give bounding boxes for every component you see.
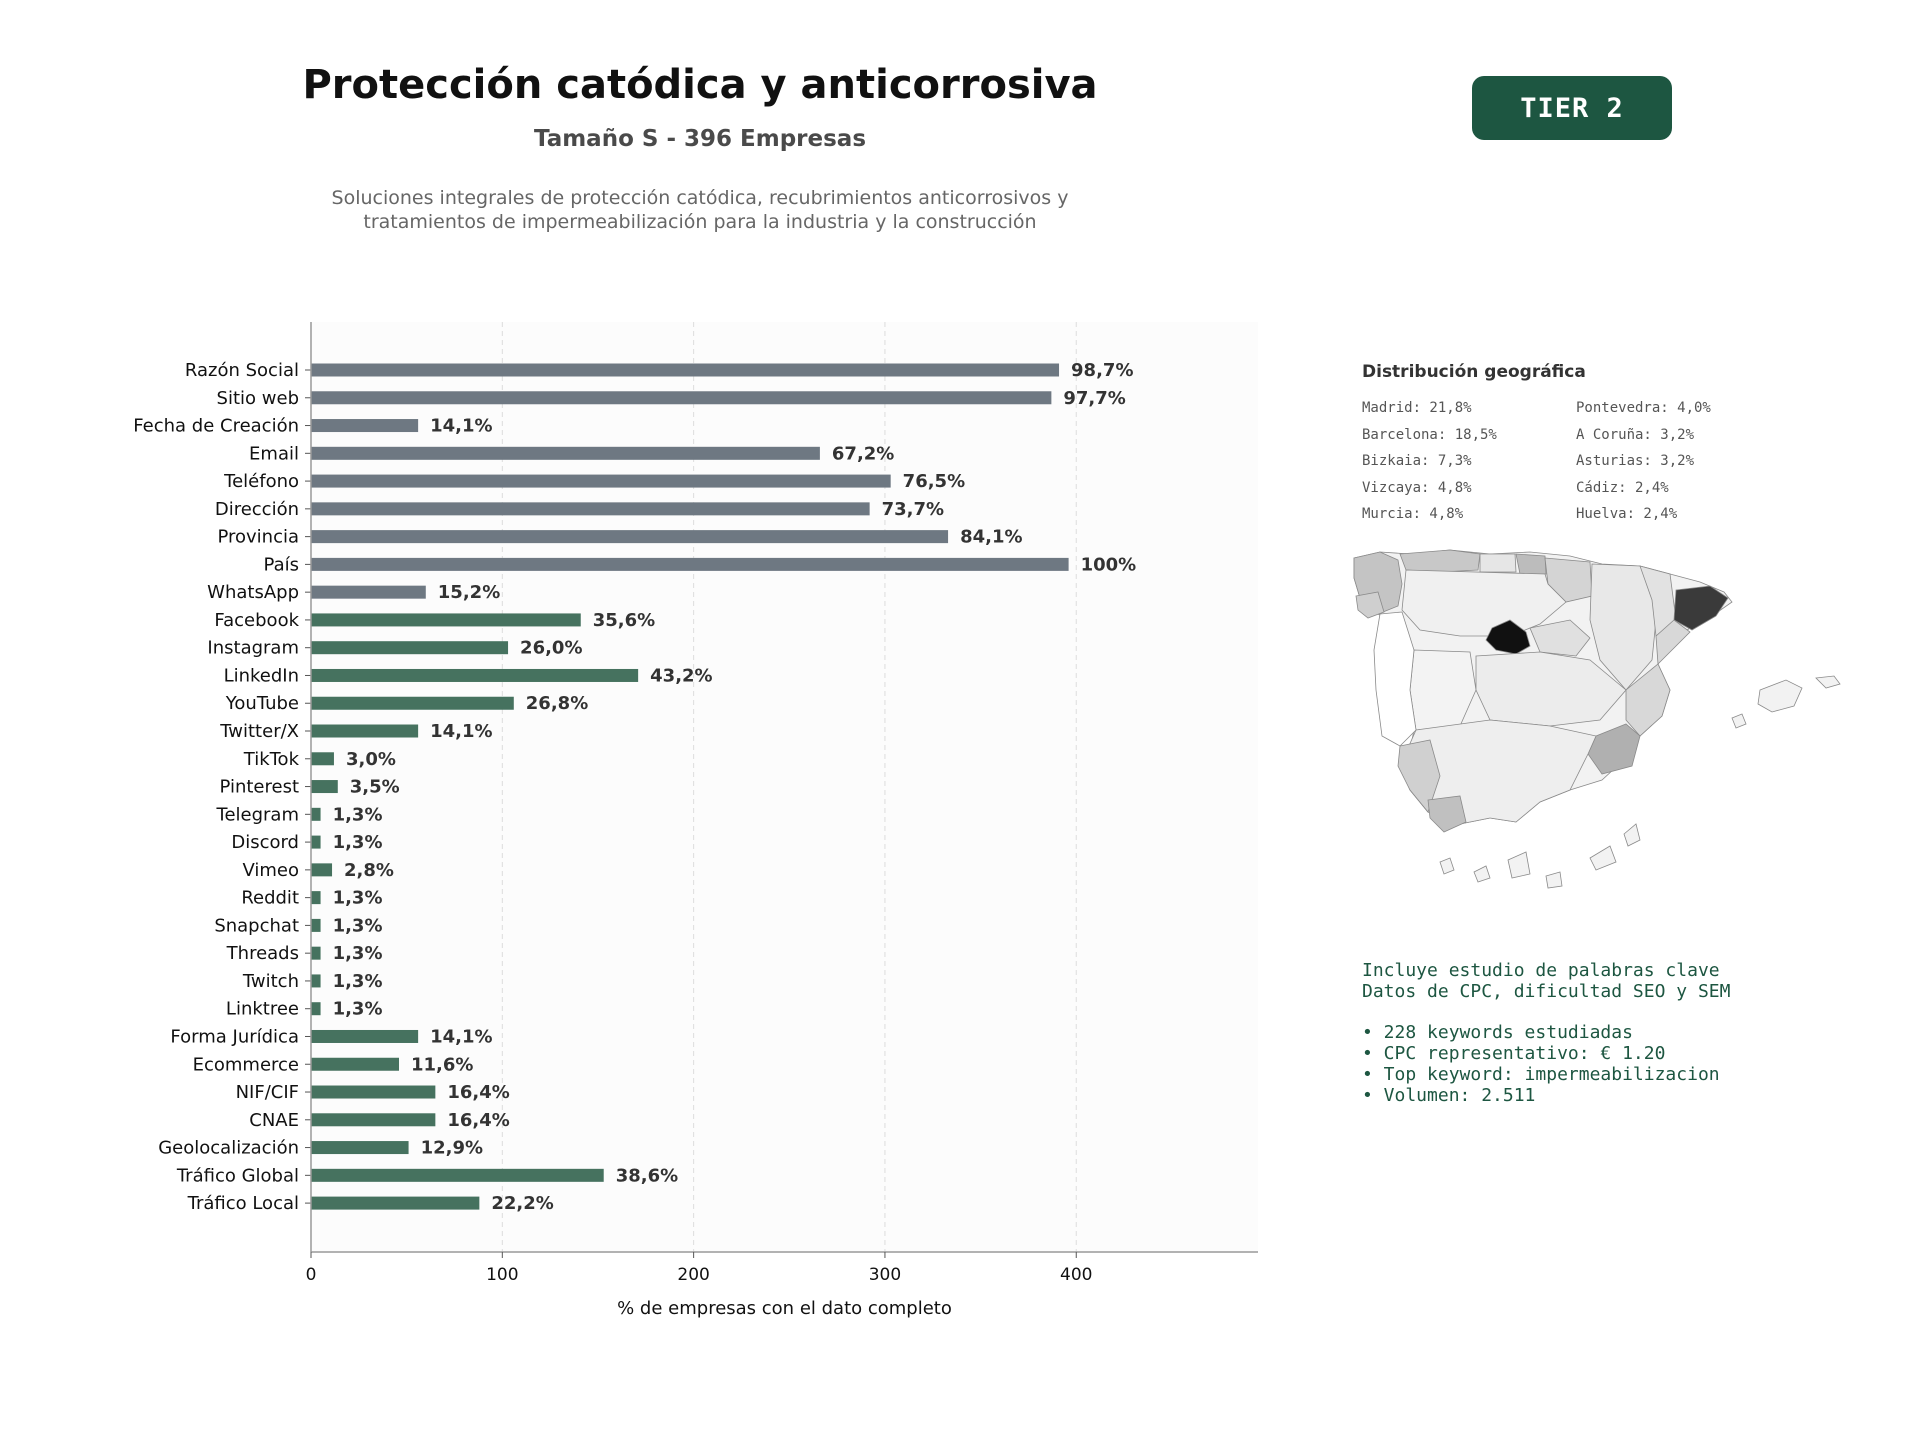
bar bbox=[311, 1197, 479, 1210]
x-tick-label: 400 bbox=[1060, 1265, 1093, 1285]
data-label: 1,3% bbox=[332, 943, 383, 965]
map-canary-2 bbox=[1474, 866, 1490, 882]
bar bbox=[311, 447, 820, 460]
bar bbox=[311, 530, 948, 543]
map-canary-4 bbox=[1546, 872, 1562, 888]
bar bbox=[311, 1058, 399, 1071]
geo-item: Murcia: 4,8% bbox=[1362, 506, 1464, 522]
data-label: 84,1% bbox=[960, 526, 1023, 548]
map-menorca bbox=[1816, 676, 1840, 688]
data-label: 76,5% bbox=[902, 471, 966, 493]
bar bbox=[311, 641, 508, 654]
data-label: 16,4% bbox=[447, 1109, 510, 1131]
data-label: 16,4% bbox=[447, 1082, 510, 1104]
bar bbox=[311, 391, 1051, 404]
geo-item: Pontevedra: 4,0% bbox=[1576, 400, 1711, 416]
bar bbox=[311, 475, 891, 488]
bar bbox=[311, 974, 321, 987]
data-label: 97,7% bbox=[1063, 387, 1126, 409]
category-label: Discord bbox=[231, 832, 299, 854]
category-label: Instagram bbox=[207, 637, 299, 659]
data-label: 14,1% bbox=[430, 721, 493, 743]
category-label: Razón Social bbox=[184, 360, 299, 381]
category-label: Ecommerce bbox=[192, 1054, 299, 1076]
data-label: 38,6% bbox=[615, 1165, 679, 1187]
data-label: 1,3% bbox=[332, 998, 383, 1020]
bar bbox=[311, 613, 581, 626]
map-canary-5 bbox=[1590, 846, 1616, 870]
bar bbox=[311, 586, 426, 599]
bar bbox=[311, 752, 334, 765]
page-title: Protección catódica y anticorrosiva bbox=[302, 62, 1098, 108]
category-label: Provincia bbox=[217, 526, 299, 548]
data-label: 14,1% bbox=[430, 415, 493, 437]
bar bbox=[311, 808, 321, 821]
map-cadiz bbox=[1428, 796, 1466, 832]
category-label: Geolocalización bbox=[158, 1137, 299, 1159]
data-label: 43,2% bbox=[650, 665, 713, 687]
data-label: 26,0% bbox=[520, 637, 583, 659]
category-label: Telegram bbox=[216, 804, 299, 826]
spain-province-map bbox=[1340, 540, 1860, 910]
x-tick-label: 100 bbox=[486, 1265, 519, 1285]
category-label: Threads bbox=[226, 943, 299, 965]
bar bbox=[311, 919, 321, 932]
geo-item: Barcelona: 18,5% bbox=[1362, 426, 1497, 443]
map-asturias bbox=[1400, 550, 1480, 572]
category-label: WhatsApp bbox=[207, 582, 299, 604]
map-canary-1 bbox=[1440, 858, 1454, 874]
page-subtitle: Tamaño S - 396 Empresas bbox=[533, 126, 867, 152]
bar bbox=[311, 725, 418, 738]
bar bbox=[311, 1030, 418, 1043]
geo-item: A Coruña: 3,2% bbox=[1576, 426, 1695, 443]
category-label: Email bbox=[249, 443, 299, 465]
category-label: Pinterest bbox=[219, 776, 299, 798]
data-label: 2,8% bbox=[344, 859, 394, 881]
spacer bbox=[1362, 1002, 1862, 1022]
x-tick-label: 0 bbox=[305, 1265, 317, 1285]
bar bbox=[311, 1002, 321, 1015]
category-label: Snapchat bbox=[214, 915, 299, 937]
keywords-intro-line: Datos de CPC, dificultad SEO y SEM bbox=[1362, 981, 1731, 1002]
data-label: 1,3% bbox=[332, 832, 383, 854]
map-barcelona bbox=[1674, 586, 1728, 630]
map-canary-6 bbox=[1624, 824, 1640, 846]
bar bbox=[311, 1113, 435, 1126]
category-label: Dirección bbox=[214, 498, 299, 520]
keywords-info-box bbox=[1362, 960, 1862, 1106]
category-label: Vimeo bbox=[242, 859, 299, 881]
data-label: 67,2% bbox=[831, 443, 895, 465]
category-label: YouTube bbox=[225, 693, 299, 715]
data-label: 73,7% bbox=[881, 498, 945, 520]
bar bbox=[311, 697, 514, 710]
data-label: 12,9% bbox=[420, 1137, 484, 1159]
map-cantabria bbox=[1480, 554, 1516, 572]
map-mallorca bbox=[1758, 680, 1802, 712]
keywords-intro-line: Incluye estudio de palabras clave bbox=[1362, 960, 1720, 981]
keywords-bullet: • 228 keywords estudiadas bbox=[1362, 1022, 1633, 1043]
geo-distribution-title: Distribución geográfica bbox=[1362, 362, 1586, 382]
geo-item: Cádiz: 2,4% bbox=[1576, 479, 1669, 496]
geo-item: Vizcaya: 4,8% bbox=[1362, 479, 1472, 496]
bar bbox=[311, 891, 321, 904]
sector-description: Soluciones integrales de protección catódica, recubrimientos anticorrosivos y tratamientos de impermeabilización para la industria y la construcción bbox=[331, 187, 1069, 233]
bar bbox=[311, 1169, 604, 1182]
data-label: 22,2% bbox=[491, 1193, 554, 1215]
category-label: Fecha de Creación bbox=[133, 415, 299, 437]
map-ibiza bbox=[1732, 714, 1746, 728]
category-label: País bbox=[263, 554, 299, 576]
keywords-bullet: • Volumen: 2.511 bbox=[1362, 1085, 1536, 1106]
data-label: 3,0% bbox=[345, 748, 396, 770]
category-label: CNAE bbox=[249, 1109, 299, 1131]
data-label: 15,2% bbox=[437, 582, 501, 604]
x-axis-label: % de empresas con el dato completo bbox=[617, 1298, 952, 1319]
geo-item: Asturias: 3,2% bbox=[1576, 453, 1695, 469]
geo-item: Madrid: 21,8% bbox=[1362, 400, 1472, 416]
data-label: 1,3% bbox=[332, 887, 383, 909]
category-label: Teléfono bbox=[224, 471, 299, 493]
category-label: TikTok bbox=[243, 748, 299, 770]
bar bbox=[311, 836, 321, 849]
bar bbox=[311, 947, 321, 960]
x-tick-label: 300 bbox=[868, 1265, 902, 1285]
category-label: Tráfico Global bbox=[176, 1165, 299, 1187]
data-label: 26,8% bbox=[525, 693, 589, 715]
bar bbox=[311, 780, 338, 793]
category-label: NIF/CIF bbox=[235, 1082, 299, 1104]
bar bbox=[311, 364, 1059, 377]
bar bbox=[311, 558, 1069, 571]
geo-item: Bizkaia: 7,3% bbox=[1362, 453, 1472, 469]
geo-distribution-list bbox=[1362, 398, 1792, 525]
data-label: 14,1% bbox=[430, 1026, 493, 1048]
category-label: Forma Jurídica bbox=[170, 1026, 299, 1048]
x-tick-label: 200 bbox=[677, 1265, 710, 1285]
tier-badge: TIER 2 bbox=[1472, 76, 1672, 140]
category-label: LinkedIn bbox=[223, 665, 299, 687]
data-label: 3,5% bbox=[349, 776, 400, 798]
bar bbox=[311, 669, 638, 682]
keywords-bullet: • CPC representativo: € 1.20 bbox=[1362, 1043, 1666, 1064]
data-label: 98,7% bbox=[1071, 360, 1134, 381]
data-label: 11,6% bbox=[411, 1054, 474, 1076]
category-label: Twitter/X bbox=[220, 721, 299, 743]
data-label: 35,6% bbox=[592, 609, 656, 631]
category-label: Twitch bbox=[242, 970, 299, 992]
category-label: Linktree bbox=[225, 998, 299, 1020]
category-label: Facebook bbox=[214, 609, 299, 631]
category-label: Reddit bbox=[241, 887, 299, 909]
keywords-bullet: • Top keyword: impermeabilizacion bbox=[1362, 1064, 1720, 1085]
category-label: Tráfico Local bbox=[187, 1193, 299, 1215]
map-bizkaia bbox=[1516, 554, 1546, 574]
geo-item: Huelva: 2,4% bbox=[1576, 506, 1678, 522]
bar bbox=[311, 863, 332, 876]
data-label: 1,3% bbox=[332, 970, 383, 992]
data-label: 1,3% bbox=[332, 804, 383, 826]
data-label: 100% bbox=[1080, 554, 1137, 576]
category-label: Sitio web bbox=[216, 387, 299, 409]
bar bbox=[311, 502, 870, 515]
bar bbox=[311, 419, 418, 432]
bar bbox=[311, 1141, 409, 1154]
data-label: 1,3% bbox=[332, 915, 383, 937]
map-canary-3 bbox=[1508, 852, 1530, 878]
bar bbox=[311, 1086, 435, 1099]
